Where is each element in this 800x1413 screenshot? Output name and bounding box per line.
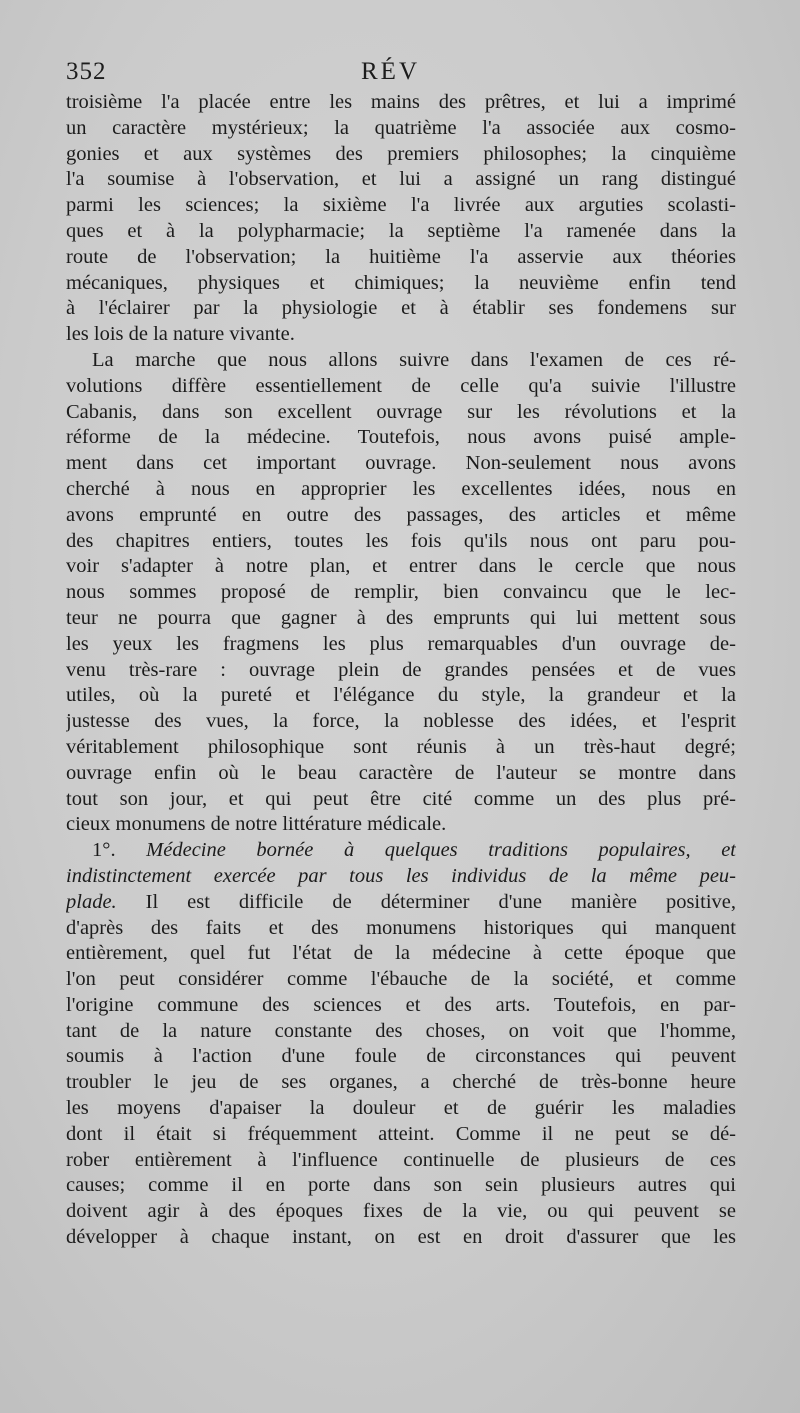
text-line: venu très-rare : ouvrage plein de grandes pensées et de vues: [66, 658, 736, 681]
text-line: l'on peut considérer comme l'ébauche de la société, et comme: [66, 968, 736, 991]
text-line: mécaniques, physiques et chimiques; la neuvième enfin tend: [66, 271, 736, 294]
text-line: parmi les sciences; la sixième l'a livrée aux arguties scolasti-: [66, 194, 736, 217]
text-line: les yeux les fragmens les plus remarquables d'un ouvrage de-: [66, 632, 736, 655]
text-line: voir s'adapter à notre plan, et entrer dans le cercle que nous: [66, 555, 736, 578]
text-span: Il est difficile de déterminer d'une manière positive,: [116, 890, 736, 913]
text-line: teur ne pourra que gagner à des emprunts qui lui mettent sous: [66, 606, 736, 629]
body-text: [66, 90, 736, 1251]
section-title-end: plade.: [66, 890, 117, 913]
text-line: les lois de la nature vivante.: [66, 323, 295, 346]
text-line: troisième l'a placée entre les mains des prêtres, et lui a imprimé: [66, 91, 736, 113]
text-line: l'a soumise à l'observation, et lui a assigné un rang distingué: [66, 168, 736, 191]
text-line: réforme de la médecine. Toutefois, nous avons puisé ample-: [66, 426, 736, 449]
text-line: troubler le jeu de ses organes, a cherché de très-bonne heure: [66, 1071, 736, 1094]
text-line: entièrement, quel fut l'état de la médecine à cette époque que: [66, 942, 736, 965]
text-line: justesse des vues, la force, la noblesse des idées, et l'esprit: [66, 710, 736, 733]
section-title-line: indistinctement exercée par tous les individus de la même peu-: [66, 864, 736, 887]
section-number: 1°.: [92, 839, 147, 862]
section-heading-line: [66, 838, 736, 864]
text-line: à l'éclairer par la physiologie et à établir ses fondemens sur: [66, 297, 736, 320]
text-line: ment dans cet important ouvrage. Non-seulement nous avons: [66, 452, 736, 475]
text-line: soumis à l'action d'une foule de circonstances qui peuvent: [66, 1045, 736, 1068]
paragraph-start-line: La marche que nous allons suivre dans l'examen de ces ré-: [92, 348, 736, 371]
text-line: véritablement philosophique sont réunis à un très-haut degré;: [66, 735, 736, 758]
page-header: [66, 58, 736, 92]
text-line: d'après des faits et des monumens historiques qui manquent: [66, 916, 736, 939]
text-line: tout son jour, et qui peut être cité comme un des plus pré-: [66, 787, 736, 810]
running-title: RÉV: [361, 58, 420, 85]
text-line: route de l'observation; la huitième l'a asservie aux théories: [66, 245, 736, 268]
text-line: développer à chaque instant, on est en droit d'assurer que les: [66, 1226, 736, 1249]
text-line: ques et à la polypharmacie; la septième l'a ramenée dans la: [66, 219, 736, 242]
text-line: un caractère mystérieux; la quatrième l'a associée aux cosmo-: [66, 116, 736, 139]
text-line: cieux monumens de notre littérature médicale.: [66, 813, 447, 836]
text-line: [66, 890, 736, 916]
text-line: causes; comme il en porte dans son sein plusieurs autres qui: [66, 1174, 736, 1197]
text-line: l'origine commune des sciences et des arts. Toutefois, en par-: [66, 993, 736, 1016]
text-line: rober entièrement à l'influence continuelle de plusieurs de ces: [66, 1148, 736, 1171]
text-line: avons emprunté en outre des passages, des articles et même: [66, 503, 736, 526]
text-line: volutions diffère essentiellement de celle qu'a suivie l'illustre: [66, 374, 736, 397]
text-line: cherché à nous en approprier les excellentes idées, nous en: [66, 477, 736, 500]
text-line: tant de la nature constante des choses, on voit que l'homme,: [66, 1019, 736, 1042]
text-line: gonies et aux systèmes des premiers philosophes; la cinquième: [66, 142, 736, 165]
text-line: nous sommes proposé de remplir, bien convaincu que le lec-: [66, 581, 736, 604]
text-line: ouvrage enfin où le beau caractère de l'auteur se montre dans: [66, 761, 736, 784]
text-line: Cabanis, dans son excellent ouvrage sur les révolutions et la: [66, 400, 736, 423]
page-number: 352: [66, 58, 107, 85]
section-title-italic: Médecine bornée à quelques traditions populaires: [146, 839, 686, 862]
text-line: doivent agir à des époques fixes de la vie, ou qui peuvent se: [66, 1200, 736, 1223]
section-title-italic-tail: , et: [685, 839, 736, 862]
text-line: utiles, où la pureté et l'élégance du style, la grandeur et la: [66, 684, 736, 707]
text-line: les moyens d'apaiser la douleur et de guérir les maladies: [66, 1097, 736, 1120]
text-line: dont il était si fréquemment atteint. Comme il ne peut se dé-: [66, 1122, 736, 1145]
text-line: des chapitres entiers, toutes les fois qu'ils nous ont paru pou-: [66, 529, 736, 552]
